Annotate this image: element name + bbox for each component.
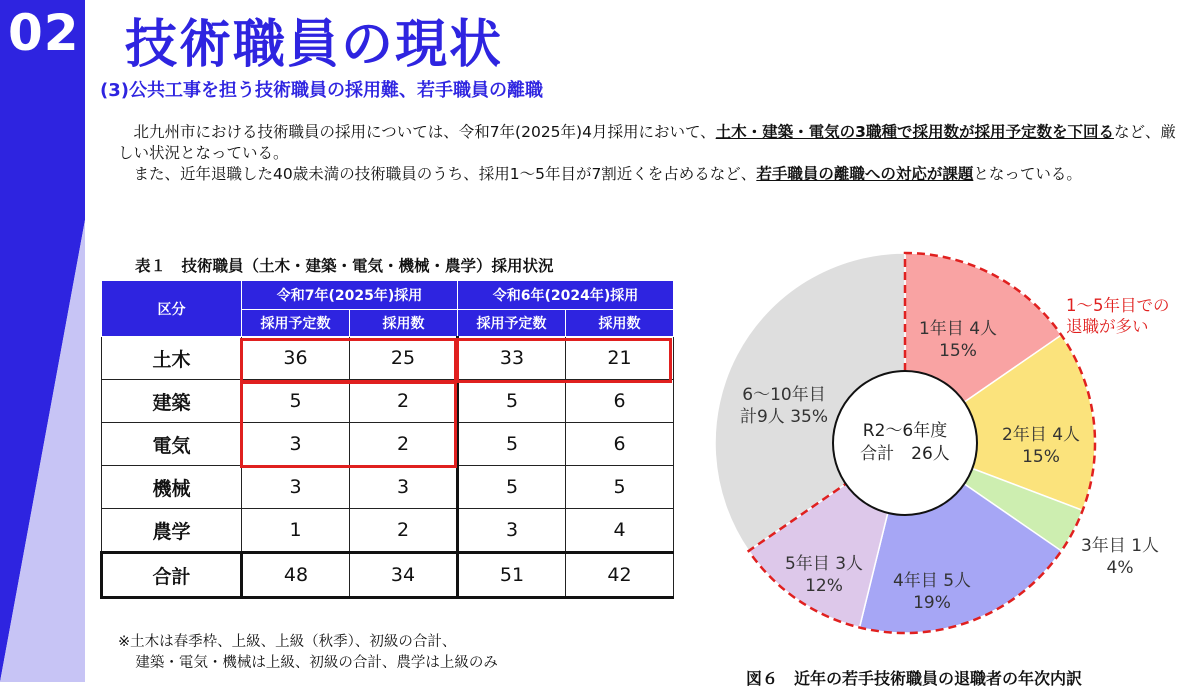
header-category: 区分 [102, 281, 242, 337]
header-planned-2024: 採用予定数 [458, 310, 566, 337]
slice-label-year2 [1002, 424, 1080, 468]
cell-hired-2024: 4 [566, 509, 674, 553]
row-category: 農学 [102, 509, 242, 553]
cell-planned-2025: 36 [242, 337, 350, 380]
intro-p1-text: 北九州市における技術職員の採用については、令和7年(2025年)4月採用において、 [133, 123, 716, 141]
cell-hired-2025: 3 [350, 466, 458, 509]
highlight-box-civil-2024 [456, 338, 672, 383]
cell-planned-2025: 1 [242, 509, 350, 553]
footnote-line-2: 建築・電気・機械は上級、初級の合計、農学は上級のみ [135, 655, 498, 671]
slice-label-year1 [919, 318, 997, 362]
intro-p1-emphasis: 土木・建築・電気の3職種で採用数が採用予定数を下回る [715, 123, 1114, 141]
section-number: 02 [8, 4, 80, 62]
slice-label-line-1: 4年目 5人 [892, 571, 972, 591]
figure-caption: 図６ 近年の若手技術職員の退職者の年次内訳 [746, 669, 1083, 688]
cell-hired-2025: 2 [350, 509, 458, 553]
highlight-box-civil-2025 [240, 338, 457, 383]
callout-line-1: 1～5年目での [1066, 296, 1170, 315]
cell-planned-2025: 3 [242, 466, 350, 509]
slice-label-line-2: 15% [1022, 447, 1060, 467]
row-category: 合計 [102, 553, 242, 598]
cell-planned-2024: 5 [458, 423, 566, 466]
intro-paragraph-1 [118, 122, 1178, 164]
cell-planned-2024: 5 [458, 380, 566, 423]
table-caption: 表１ 技術職員（土木・建築・電気・機械・農学）採用状況 [135, 257, 554, 275]
cell-hired-2024: 5 [566, 466, 674, 509]
pie-callout [1066, 295, 1170, 337]
cell-planned-2024: 51 [458, 553, 566, 598]
cell-hired-2024: 42 [566, 553, 674, 598]
row-category: 建築 [102, 380, 242, 423]
row-category: 機械 [102, 466, 242, 509]
cell-planned-2024: 33 [458, 337, 566, 380]
slice-label-line-1: 5年目 3人 [784, 554, 864, 574]
callout-line-2: 退職が多い [1066, 317, 1149, 336]
cell-hired-2025: 34 [350, 553, 458, 598]
slice-label-line-1: 6～10年目 [742, 385, 826, 405]
cell-planned-2025: 3 [242, 423, 350, 466]
slice-label-line-2: 15% [939, 341, 977, 361]
section-band [0, 0, 85, 682]
slice-label-line-1: 1年目 4人 [918, 319, 998, 339]
header-group-2024: 令和6年(2024年)採用 [458, 281, 674, 310]
pie-center-line-2: 合計 26人 [860, 444, 950, 464]
pie-chart [700, 245, 1200, 682]
cell-planned-2025: 5 [242, 380, 350, 423]
slice-label-line-2: 4% [1106, 558, 1134, 578]
cell-hired-2024: 6 [566, 380, 674, 423]
header-hired-2025: 採用数 [350, 310, 458, 337]
intro-p1-tail: など、厳しい状況となっている。 [118, 123, 1176, 162]
cell-planned-2025: 48 [242, 553, 350, 598]
slice-label-year5 [785, 553, 863, 597]
intro-text [118, 122, 1178, 185]
slice-label-year6-10 [740, 384, 828, 428]
page-title: 技術職員の現状 [125, 15, 504, 75]
slice-label-line-1: 2年目 4人 [1001, 425, 1081, 445]
intro-p2-emphasis: 若手職員の離職への対応が課題 [756, 165, 974, 183]
header-group-2025: 令和7年(2025年)採用 [242, 281, 458, 310]
cell-planned-2024: 5 [458, 466, 566, 509]
slice-label-line-1: 3年目 1人 [1080, 536, 1160, 556]
page-subtitle: (3)公共工事を担う技術職員の採用難、若手職員の離職 [100, 80, 543, 101]
header-planned-2025: 採用予定数 [242, 310, 350, 337]
cell-hired-2025: 2 [350, 423, 458, 466]
pie-center-line-1: R2～6年度 [862, 421, 948, 441]
pie-center-label [860, 420, 950, 466]
row-category: 電気 [102, 423, 242, 466]
slice-label-line-2: 計9人 35% [739, 407, 829, 427]
slice-label-line-2: 12% [805, 576, 843, 596]
footnote-line-1: ※土木は春季枠、上級、上級（秋季）、初級の合計、 [118, 634, 457, 650]
cell-hired-2024: 6 [566, 423, 674, 466]
table-row-total [102, 553, 674, 598]
recruitment-table [100, 280, 674, 599]
intro-p2-tail: となっている。 [973, 165, 1082, 183]
slice-label-year4 [893, 570, 971, 614]
cell-hired-2025: 2 [350, 380, 458, 423]
cell-planned-2024: 3 [458, 509, 566, 553]
slice-label-year3 [1081, 535, 1159, 579]
header-hired-2024: 採用数 [566, 310, 674, 337]
highlight-box-arch-elec-2025 [240, 381, 457, 468]
cell-hired-2025: 25 [350, 337, 458, 380]
table-row [102, 466, 674, 509]
intro-paragraph-2 [118, 164, 1178, 185]
slice-label-line-2: 19% [913, 593, 951, 613]
cell-hired-2024: 21 [566, 337, 674, 380]
table-row [102, 509, 674, 553]
table-footnote [118, 632, 498, 674]
intro-p2-text: また、近年退職した40歳未満の技術職員のうち、採用1～5年目が7割近くを占めるなど、 [133, 165, 757, 183]
row-category: 土木 [102, 337, 242, 380]
